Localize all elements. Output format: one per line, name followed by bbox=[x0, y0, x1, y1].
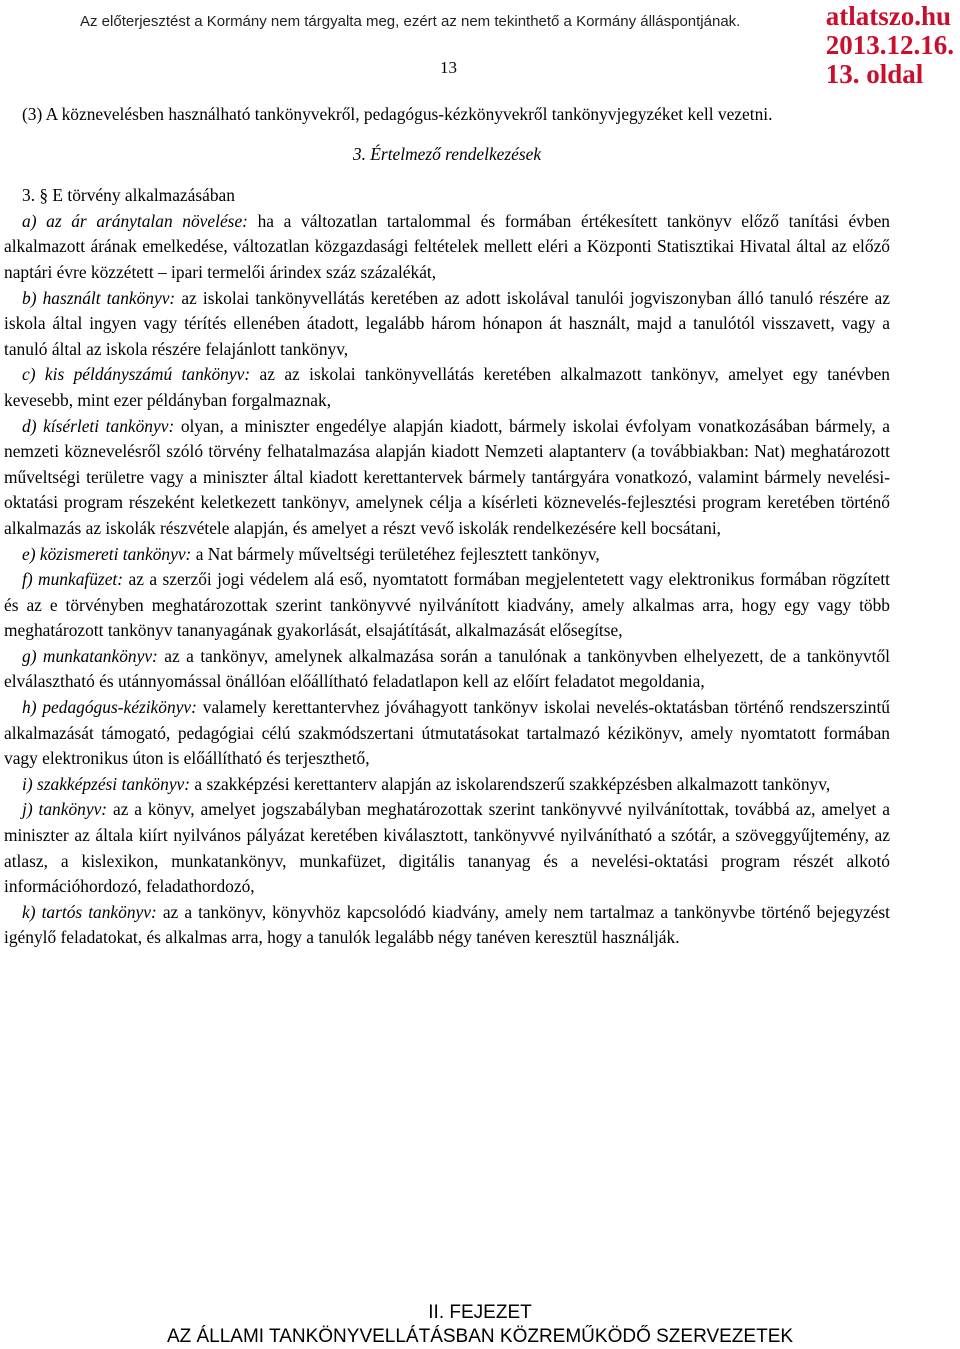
definition-item bbox=[4, 644, 890, 695]
definition-text: az a könyv, amelyet jogszabályban meghatározottak szerint tankönyvvé nyilvánítottak, továbbá az, amelyet a miniszter az általa kiírt nyilvános pályázat keretében kiválasztott, tankönyvvé nyilvánítható a szótár, a szöveggyűjtemény, az atlasz, a kislexikon, munkatankönyv, munkafüzet, digitális tananyag és a nevelési-oktatási program részét alkotó információhordozó, feladathordozó, bbox=[4, 799, 890, 897]
chapter-title: AZ ÁLLAMI TANKÖNYVELLÁTÁSBAN KÖZREMŰKÖDŐ SZERVEZETEK bbox=[166, 1326, 794, 1347]
definition-text: a szakképzési kerettanterv alapján az iskolarendszerű szakképzésben alkalmazott tankönyv, bbox=[190, 773, 831, 794]
header-notice: Az előterjesztést a Kormány nem tárgyalta meg, ezért az nem tekinthető a Kormány álláspontjának. bbox=[80, 13, 741, 30]
definition-item bbox=[4, 362, 890, 413]
page-number: 13 bbox=[440, 58, 457, 77]
definition-term: k) tartós tankönyv: bbox=[22, 901, 157, 922]
watermark-stamp bbox=[824, 2, 956, 89]
definition-item bbox=[4, 567, 890, 644]
stamp-site: atlatszo.hu bbox=[825, 1, 952, 31]
definition-text: a Nat bármely műveltségi területéhez fejlesztett tankönyv, bbox=[191, 543, 600, 564]
definition-item bbox=[4, 209, 890, 286]
definition-text: olyan, a miniszter engedélye alapján kiadott, bármely iskolai évfolyam vonatkozásában bármely, a nemzeti köznevelésről szóló törvény felhatalmazása alapján kiadott Nemzeti alaptanterv (a továbbiakban: Nat) meghatározott műveltségi területre vagy a miniszter által kiadott kerettantervek bármely tantárgyára vonatkozó, valamint bármely nevelési-oktatási program részeként keletkezett tankönyv, amelynek célja a kísérleti köznevelés-fejlesztési program keretében történő alkalmazás az iskolák részvétele alapján, és amelyet a részt vevő iskolák rendelkezésére kell bocsátani, bbox=[4, 415, 890, 538]
paragraph-3: (3) A köznevelésben használható tankönyvekről, pedagógus-kézkönyvekről tankönyvjegyzéket kell vezetni. bbox=[22, 104, 773, 124]
chapter-number: II. FEJEZET bbox=[428, 1302, 532, 1323]
definition-text: az a tankönyv, könyvhöz kapcsolódó kiadvány, amely nem tartalmaz a tankönyvbe történő bejegyzést igénylő feladatokat, és alkalmas arra, hogy a tanulók legalább négy tanéven keresztül használják. bbox=[4, 901, 890, 948]
definition-item bbox=[4, 797, 890, 899]
definition-term: c) kis példányszámú tankönyv: bbox=[22, 364, 251, 385]
definition-term: e) közismereti tankönyv: bbox=[22, 543, 192, 564]
definition-term: j) tankönyv: bbox=[22, 799, 108, 820]
definition-text: az az iskolai tankönyvellátás keretében alkalmazott tankönyv, amelyet egy tanévben kevesebb, mint ezer példányban forgalmaznak, bbox=[4, 364, 890, 410]
stamp-date: 2013.12.16. bbox=[825, 30, 954, 60]
definition-list bbox=[4, 209, 890, 951]
definition-item bbox=[4, 414, 890, 542]
definition-item bbox=[4, 286, 890, 363]
definition-text: az a szerzői jogi védelem alá eső, nyomtatott formában megjelentetett vagy elektronikus formában rögzített és az e törvényben meghatározottak szerint tankönyvvé nyilvánított kiadvány, amely alkalmas arra, hogy egy vagy több meghatározott tankönyv tananyagának gyakorlását, elsajátítását, alkalmazását elősegítse, bbox=[4, 569, 890, 641]
definition-term: g) munkatankönyv: bbox=[22, 645, 158, 666]
definition-text: ha a változatlan tartalommal és formában értékesített tankönyv előző tanítási évben alkalmazott árának emelkedése, változatlan közgazdasági feltételek mellett eléri a Központi Statisztikai Hivatal által az előző naptári évre közzétett – ipari termelői árindex száz százalékát, bbox=[4, 210, 890, 282]
definition-text: az a tankönyv, amelynek alkalmazása során a tanulónak a tankönyvben elhelyezett, de a tankönyvtől elválasztható és utánnyomással önállóan előállítható feladatlapon kell az előírt feladatot megoldania, bbox=[4, 645, 891, 692]
section-intro: 3. § E törvény alkalmazásában bbox=[22, 185, 235, 206]
definition-term: a) az ár aránytalan növelése: bbox=[22, 210, 248, 231]
definition-term: h) pedagógus-kézikönyv: bbox=[22, 697, 197, 718]
stamp-page: 13. oldal bbox=[825, 59, 924, 89]
definition-item bbox=[4, 542, 890, 568]
document-body bbox=[4, 102, 890, 951]
definition-item bbox=[4, 772, 890, 798]
definition-term: b) használt tankönyv: bbox=[22, 287, 176, 308]
definition-term: d) kísérleti tankönyv: bbox=[22, 415, 175, 436]
definition-text: az iskolai tankönyvellátás keretében az adott iskolával tanulói jogviszonyban álló tanuló részére az iskola által ingyen vagy térítés ellenében átadott, legalább három hónapon át használt, majd a tanulótól visszavett, vagy a tanuló által az iskola részére felajánlott tankönyv, bbox=[4, 287, 890, 359]
definition-term: i) szakképzési tankönyv: bbox=[22, 773, 191, 794]
definition-text: valamely kerettantervhez jóváhagyott tankönyv iskolai nevelés-oktatásban történő rendszerszintű alkalmazását támogató, pedagógiai célú szakmódszertani útmutatásokat tartalmazó kézikönyv, amely nyomtatott formában vagy elektronikus úton is előállítható és terjeszthető, bbox=[4, 697, 890, 769]
section-title: 3. Értelmező rendelkezések bbox=[352, 143, 542, 164]
definition-item bbox=[4, 695, 890, 772]
definition-item bbox=[4, 900, 890, 951]
definition-term: f) munkafüzet: bbox=[22, 569, 124, 590]
